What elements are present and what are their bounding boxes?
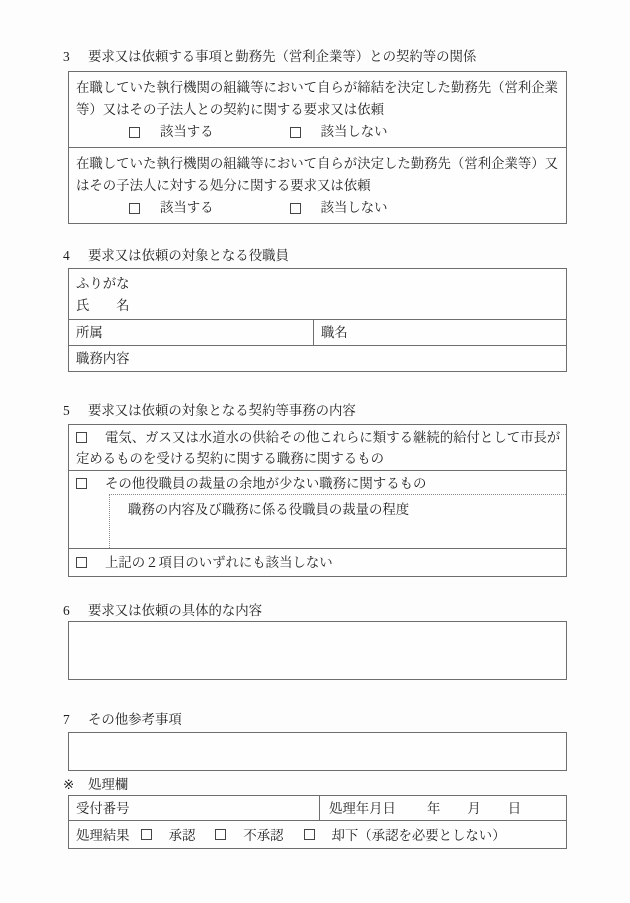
approve-label: 承認 [168, 828, 196, 843]
section-3-heading [63, 48, 476, 65]
disapprove-label: 不承認 [243, 828, 284, 843]
section-4-heading [63, 247, 289, 264]
section-4-title: 要求又は依頼の対象となる役職員 [88, 248, 289, 263]
approve-checkbox[interactable] [141, 829, 152, 840]
processing-heading [63, 776, 128, 793]
option-not-applicable [290, 121, 388, 143]
discretion-note-area [109, 494, 566, 548]
option-not-applicable [290, 197, 388, 219]
processing-date-label: 処理年月日 [329, 801, 396, 816]
contract-duties-table [68, 424, 567, 577]
section-3-table [68, 71, 567, 224]
result-option-reject [304, 825, 506, 844]
reject-label: 却下（承認を必要としない） [331, 828, 506, 843]
applicable-label: 該当する [160, 200, 214, 215]
item-text-line: はその子法人に対する処分に関する要求又は依頼 [76, 178, 371, 193]
processing-result-row [69, 821, 566, 848]
officer-table [68, 268, 567, 372]
item-text-line: 等）又はその子法人との契約に関する要求又は依頼 [76, 102, 384, 117]
affiliation-cell [69, 320, 314, 345]
contract-relation-item-2 [69, 148, 566, 223]
neither-option [69, 549, 566, 576]
contract-relation-item-1 [69, 72, 566, 148]
name-cell [69, 269, 566, 320]
processing-table [68, 795, 567, 849]
item-text-line: 在職していた執行機関の組織等において自らが決定した勤務先（営利企業等）又 [76, 156, 559, 171]
month-label: 月 [467, 801, 481, 816]
section-5-title: 要求又は依頼の対象となる契約等事務の内容 [88, 403, 356, 418]
option-text-line: その他役職員の裁量の余地が少ない職務に関するもの [105, 476, 427, 491]
low-discretion-option [69, 471, 566, 549]
job-title-cell [314, 320, 566, 345]
furigana-label: ふりがな [76, 276, 130, 291]
day-label: 日 [507, 801, 522, 816]
not-applicable-checkbox[interactable] [290, 127, 301, 138]
disapprove-checkbox[interactable] [215, 829, 226, 840]
section-7-number: 7 [63, 712, 70, 727]
section-6-title: 要求又は依頼の具体的な内容 [88, 603, 263, 618]
option-applicable [129, 121, 214, 143]
applicable-checkbox[interactable] [129, 203, 140, 214]
specific-content-box [68, 621, 567, 680]
not-applicable-label: 該当しない [320, 124, 388, 139]
utility-contract-option [69, 425, 566, 471]
applicable-checkbox[interactable] [129, 127, 140, 138]
item-text-line: 在職していた執行機関の組織等において自らが締結を決定した勤務先（営利企業 [76, 80, 559, 95]
processing-title: 処理欄 [88, 777, 129, 792]
result-option-disapprove [215, 825, 283, 844]
section-6-heading [63, 602, 262, 619]
section-5-number: 5 [63, 403, 70, 418]
section-6-number: 6 [63, 603, 70, 618]
duties-label: 職務内容 [76, 351, 130, 366]
option-text-line: 電気、ガス又は水道水の供給その他これらに類する継続的給付として市長が [105, 430, 561, 445]
section-3-number: 3 [63, 49, 70, 64]
processing-mark: ※ [63, 777, 75, 792]
section-7-heading [63, 711, 182, 728]
neither-checkbox[interactable] [76, 557, 87, 568]
affiliation-row [69, 320, 566, 346]
utility-contract-checkbox[interactable] [76, 432, 87, 443]
reference-notes-box [68, 732, 567, 771]
receipt-number-label: 受付番号 [76, 801, 130, 816]
processing-date-cell [320, 796, 566, 820]
reject-checkbox[interactable] [304, 829, 315, 840]
processing-row-1 [69, 796, 566, 821]
section-7-title: その他参考事項 [88, 712, 182, 727]
job-title-label: 職名 [321, 325, 348, 340]
applicable-label: 該当する [160, 124, 214, 139]
option-applicable [129, 197, 214, 219]
section-3-title: 要求又は依頼する事項と勤務先（営利企業等）との契約等の関係 [88, 49, 477, 64]
discretion-note-label: 職務の内容及び職務に係る役職員の裁量の程度 [128, 502, 410, 517]
not-applicable-checkbox[interactable] [290, 203, 301, 214]
year-label: 年 [426, 801, 441, 816]
result-option-approve [141, 825, 196, 844]
affiliation-label: 所属 [76, 325, 103, 340]
receipt-number-cell [69, 796, 320, 820]
low-discretion-checkbox[interactable] [76, 478, 87, 489]
not-applicable-label: 該当しない [320, 200, 388, 215]
duties-cell [69, 346, 566, 371]
result-label: 処理結果 [76, 828, 130, 843]
name-label: 氏 名 [76, 298, 130, 313]
option-text-line: 上記の２項目のいずれにも該当しない [105, 555, 333, 570]
section-4-number: 4 [63, 248, 70, 263]
section-5-heading [63, 402, 356, 419]
option-text-line: 定めるものを受ける契約に関する職務に関するもの [76, 451, 384, 466]
